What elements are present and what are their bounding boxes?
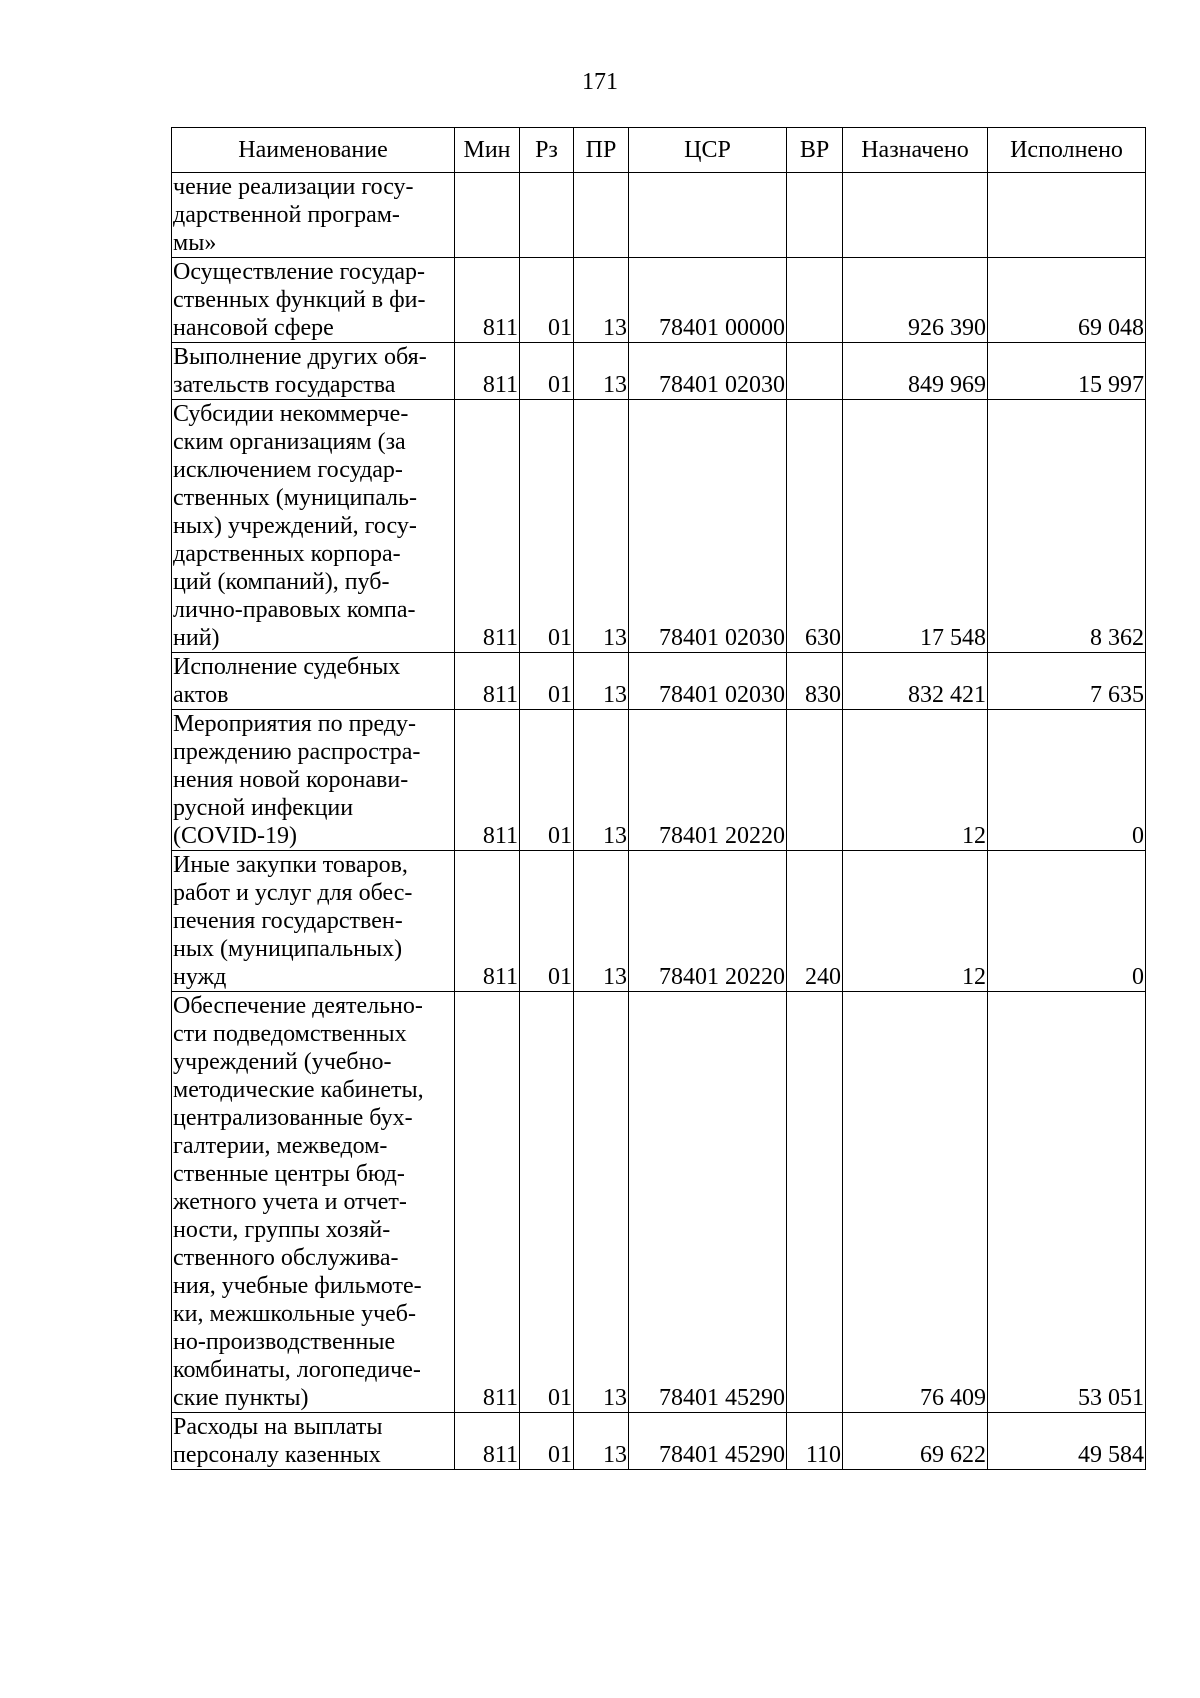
name-line: галтерии, межведом- xyxy=(173,1133,388,1159)
cell-rz xyxy=(520,173,574,258)
cell-min: 811 xyxy=(455,710,520,851)
name-line: Субсидии некоммерче- xyxy=(173,401,409,427)
budget-table xyxy=(171,127,1146,1470)
cell-vr: 240 xyxy=(787,851,843,992)
name-line: нужд xyxy=(173,964,227,990)
cell-rz: 01 xyxy=(520,343,574,400)
cell-rz: 01 xyxy=(520,992,574,1413)
name-line: сти подведомственных xyxy=(173,1021,407,1047)
name-line: Обеспечение деятельно- xyxy=(173,993,423,1019)
header-executed: Исполнено xyxy=(988,128,1146,173)
cell-assigned: 17 548 xyxy=(843,400,988,653)
cell-csr: 78401 02030 xyxy=(629,653,787,710)
table-row xyxy=(172,992,1146,1413)
cell-csr: 78401 45290 xyxy=(629,1413,787,1470)
cell-executed: 8 362 xyxy=(988,400,1146,653)
cell-min: 811 xyxy=(455,400,520,653)
name-line: Исполнение судебных xyxy=(173,654,401,680)
name-line: работ и услуг для обес- xyxy=(173,880,413,906)
cell-executed: 49 584 xyxy=(988,1413,1146,1470)
cell-vr xyxy=(787,173,843,258)
cell-vr: 830 xyxy=(787,653,843,710)
cell-min: 811 xyxy=(455,1413,520,1470)
name-line: преждению распростра- xyxy=(173,739,421,765)
cell-executed xyxy=(988,173,1146,258)
cell-assigned: 832 421 xyxy=(843,653,988,710)
name-line: ственных (муниципаль- xyxy=(173,485,417,511)
table-body xyxy=(172,173,1146,1470)
name-line: персоналу казенных xyxy=(173,1442,381,1468)
cell-csr: 78401 45290 xyxy=(629,992,787,1413)
cell-rz: 01 xyxy=(520,851,574,992)
cell-assigned: 849 969 xyxy=(843,343,988,400)
header-assigned: Назначено xyxy=(843,128,988,173)
table-row xyxy=(172,653,1146,710)
name-line: актов xyxy=(173,682,229,708)
table-row xyxy=(172,400,1146,653)
header-pr: ПР xyxy=(574,128,629,173)
cell-name xyxy=(172,173,455,258)
cell-name xyxy=(172,400,455,653)
cell-min: 811 xyxy=(455,992,520,1413)
name-line: зательств государства xyxy=(173,372,396,398)
name-line: методические кабинеты, xyxy=(173,1077,424,1103)
name-line: учреждений (учебно- xyxy=(173,1049,392,1075)
table-row xyxy=(172,258,1146,343)
name-line: печения государствен- xyxy=(173,908,403,934)
name-line: дарственной програм- xyxy=(173,202,400,228)
name-line: ские пункты) xyxy=(173,1385,309,1411)
cell-name xyxy=(172,343,455,400)
cell-executed: 69 048 xyxy=(988,258,1146,343)
name-line: ний) xyxy=(173,625,220,651)
name-line: ственные центры бюд- xyxy=(173,1161,405,1187)
cell-pr: 13 xyxy=(574,343,629,400)
name-line: лично-правовых компа- xyxy=(173,597,416,623)
name-line: ственного обслужива- xyxy=(173,1245,399,1271)
cell-csr xyxy=(629,173,787,258)
cell-assigned: 926 390 xyxy=(843,258,988,343)
cell-pr: 13 xyxy=(574,710,629,851)
table-header-row xyxy=(172,128,1146,173)
cell-rz: 01 xyxy=(520,1413,574,1470)
cell-name xyxy=(172,710,455,851)
name-line: (COVID-19) xyxy=(173,823,297,849)
table-row xyxy=(172,710,1146,851)
name-line: ных (муниципальных) xyxy=(173,936,403,962)
cell-assigned: 12 xyxy=(843,851,988,992)
table-row xyxy=(172,343,1146,400)
cell-executed: 15 997 xyxy=(988,343,1146,400)
cell-name xyxy=(172,258,455,343)
name-line: Выполнение других обя- xyxy=(173,344,427,370)
cell-executed: 0 xyxy=(988,710,1146,851)
name-line: нения новой коронави- xyxy=(173,767,409,793)
header-csr: ЦСР xyxy=(629,128,787,173)
name-line: чение реализации госу- xyxy=(173,174,414,200)
name-line: Иные закупки товаров, xyxy=(173,852,408,878)
name-line: мы» xyxy=(173,230,217,256)
name-line: Мероприятия по преду- xyxy=(173,711,416,737)
cell-vr xyxy=(787,343,843,400)
cell-min xyxy=(455,173,520,258)
cell-vr xyxy=(787,710,843,851)
name-line: централизованные бух- xyxy=(173,1105,413,1131)
name-line: комбинаты, логопедиче- xyxy=(173,1357,421,1383)
cell-name xyxy=(172,851,455,992)
cell-vr xyxy=(787,258,843,343)
cell-min: 811 xyxy=(455,653,520,710)
cell-pr: 13 xyxy=(574,400,629,653)
cell-min: 811 xyxy=(455,343,520,400)
cell-rz: 01 xyxy=(520,400,574,653)
header-rz: Рз xyxy=(520,128,574,173)
name-line: ским организациям (за xyxy=(173,429,406,455)
cell-assigned: 69 622 xyxy=(843,1413,988,1470)
cell-executed: 0 xyxy=(988,851,1146,992)
cell-name xyxy=(172,992,455,1413)
cell-vr: 110 xyxy=(787,1413,843,1470)
cell-csr: 78401 20220 xyxy=(629,851,787,992)
cell-min: 811 xyxy=(455,851,520,992)
cell-csr: 78401 00000 xyxy=(629,258,787,343)
cell-csr: 78401 20220 xyxy=(629,710,787,851)
header-min: Мин xyxy=(455,128,520,173)
cell-vr: 630 xyxy=(787,400,843,653)
name-line: русной инфекции xyxy=(173,795,354,821)
cell-assigned: 12 xyxy=(843,710,988,851)
name-line: ки, межшкольные учеб- xyxy=(173,1301,416,1327)
name-line: Расходы на выплаты xyxy=(173,1414,383,1440)
page-number: 171 xyxy=(582,69,618,95)
cell-pr xyxy=(574,173,629,258)
header-vr: ВР xyxy=(787,128,843,173)
name-line: Осуществление государ- xyxy=(173,259,426,285)
cell-vr xyxy=(787,992,843,1413)
cell-name xyxy=(172,1413,455,1470)
cell-executed: 53 051 xyxy=(988,992,1146,1413)
name-line: ций (компаний), пуб- xyxy=(173,569,390,595)
name-line: жетного учета и отчет- xyxy=(173,1189,407,1215)
header-name: Наименование xyxy=(172,128,455,173)
cell-assigned: 76 409 xyxy=(843,992,988,1413)
name-line: дарственных корпора- xyxy=(173,541,401,567)
name-line: ния, учебные фильмоте- xyxy=(173,1273,422,1299)
cell-rz: 01 xyxy=(520,710,574,851)
cell-pr: 13 xyxy=(574,1413,629,1470)
cell-pr: 13 xyxy=(574,992,629,1413)
name-line: но-производственные xyxy=(173,1329,396,1355)
table-row xyxy=(172,173,1146,258)
name-line: ственных функций в фи- xyxy=(173,287,426,313)
cell-assigned xyxy=(843,173,988,258)
table-row xyxy=(172,851,1146,992)
cell-min: 811 xyxy=(455,258,520,343)
name-line: ности, группы хозяй- xyxy=(173,1217,391,1243)
cell-pr: 13 xyxy=(574,653,629,710)
cell-rz: 01 xyxy=(520,258,574,343)
name-line: ных) учреждений, госу- xyxy=(173,513,417,539)
table-row xyxy=(172,1413,1146,1470)
cell-csr: 78401 02030 xyxy=(629,343,787,400)
name-line: исключением государ- xyxy=(173,457,403,483)
cell-csr: 78401 02030 xyxy=(629,400,787,653)
cell-pr: 13 xyxy=(574,851,629,992)
cell-name xyxy=(172,653,455,710)
name-line: нансовой сфере xyxy=(173,315,334,341)
cell-rz: 01 xyxy=(520,653,574,710)
cell-executed: 7 635 xyxy=(988,653,1146,710)
cell-pr: 13 xyxy=(574,258,629,343)
